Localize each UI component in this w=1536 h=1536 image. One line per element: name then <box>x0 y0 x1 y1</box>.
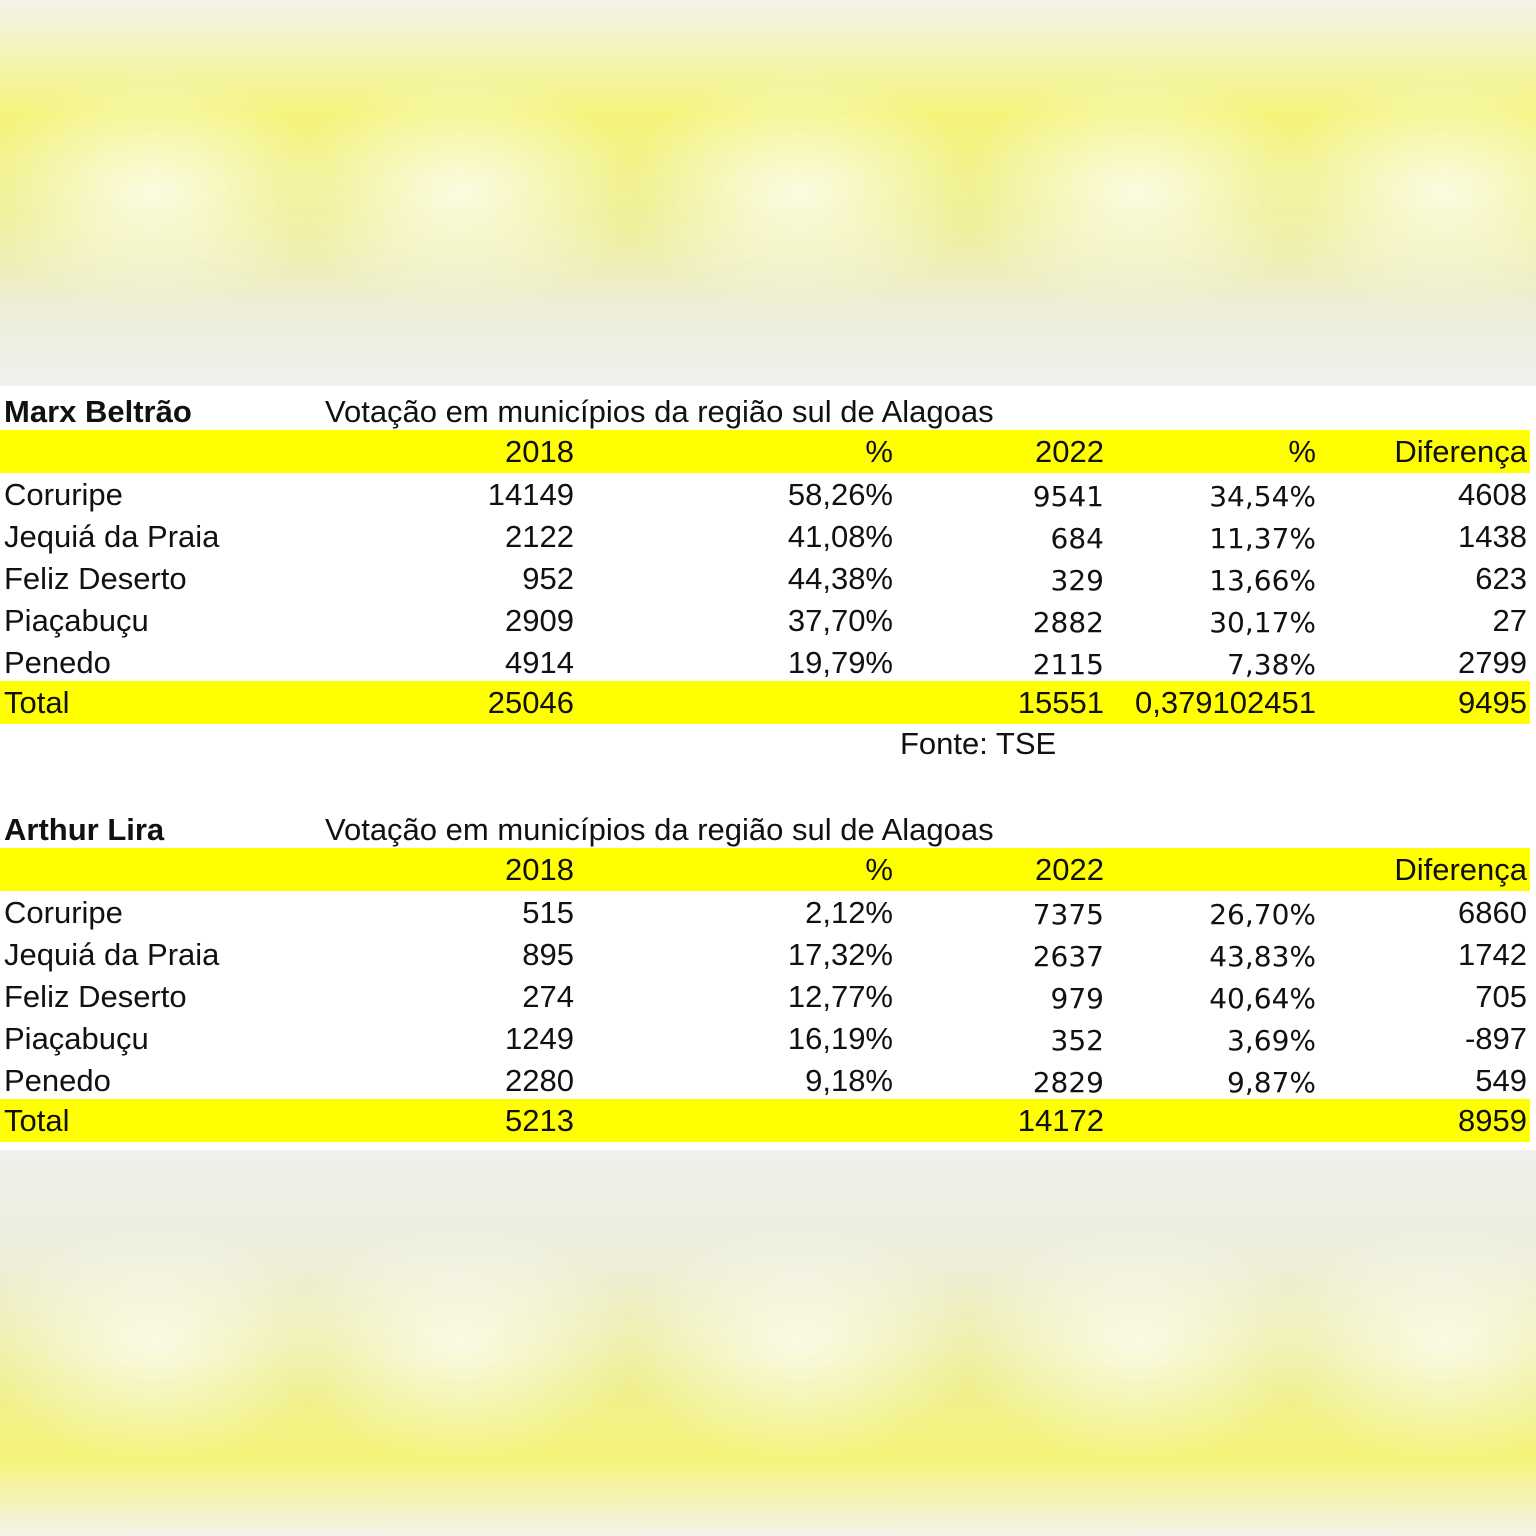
table-row <box>0 473 1530 515</box>
votes-2022: 9541 <box>1032 480 1104 513</box>
difference: 623 <box>1475 561 1527 596</box>
total-row <box>0 1099 1530 1142</box>
pct-2018: 19,79% <box>787 645 893 680</box>
header-difference: Diferença <box>1394 852 1527 887</box>
votes-2018: 515 <box>522 895 574 930</box>
votes-2022: 2882 <box>1032 606 1104 639</box>
votes-2018: 2122 <box>505 519 574 554</box>
blurred-background-bottom <box>0 1150 1536 1536</box>
municipality: Piaçabuçu <box>4 1021 149 1056</box>
header-2018: 2018 <box>505 434 574 469</box>
votes-2022: 7375 <box>1032 898 1104 931</box>
difference: 4608 <box>1458 477 1527 512</box>
header-2022: 2022 <box>1035 434 1104 469</box>
votes-2022: 329 <box>1050 564 1104 597</box>
municipality: Feliz Deserto <box>4 979 187 1014</box>
table-subtitle: Votação em municípios da região sul de Alagoas <box>325 812 994 847</box>
table-row <box>0 1059 1530 1101</box>
difference: 6860 <box>1458 895 1527 930</box>
pct-2022: 3,69% <box>1227 1024 1316 1057</box>
municipality: Feliz Deserto <box>4 561 187 596</box>
table-row <box>0 557 1530 599</box>
table-row <box>0 975 1530 1017</box>
source-note: Fonte: TSE <box>900 726 1057 761</box>
candidate-name: Arthur Lira <box>4 812 165 847</box>
pct-2018: 16,19% <box>787 1021 893 1056</box>
difference: 27 <box>1492 603 1527 638</box>
votes-2022: 2829 <box>1032 1066 1104 1099</box>
difference: 1742 <box>1458 937 1527 972</box>
votes-2018: 274 <box>522 979 574 1014</box>
pct-2018: 2,12% <box>805 895 893 930</box>
municipality: Coruripe <box>4 477 123 512</box>
total-2022: 14172 <box>1017 1103 1104 1138</box>
municipality: Penedo <box>4 645 111 680</box>
total-2018: 25046 <box>487 685 574 720</box>
pct-2022: 43,83% <box>1209 940 1316 973</box>
total-label: Total <box>4 685 70 720</box>
table-title-row <box>0 808 1530 850</box>
difference: 549 <box>1475 1063 1527 1098</box>
votes-2022: 352 <box>1050 1024 1104 1057</box>
pct-2018: 44,38% <box>787 561 893 596</box>
table-row <box>0 641 1530 683</box>
header-pct-2022: % <box>1288 434 1316 469</box>
total-difference: 8959 <box>1458 1103 1527 1138</box>
pct-2022: 11,37% <box>1209 522 1316 555</box>
votes-2018: 14149 <box>487 477 574 512</box>
table-row <box>0 599 1530 641</box>
municipality: Piaçabuçu <box>4 603 149 638</box>
municipality: Jequiá da Praia <box>4 937 220 972</box>
total-2022: 15551 <box>1017 685 1104 720</box>
pct-2022: 13,66% <box>1209 564 1316 597</box>
header-row <box>0 848 1530 891</box>
difference: -897 <box>1464 1021 1527 1056</box>
total-pct-2022: 0,379102451 <box>1134 685 1316 720</box>
table-row <box>0 515 1530 557</box>
table-row <box>0 1017 1530 1059</box>
municipality: Jequiá da Praia <box>4 519 220 554</box>
pct-2018: 58,26% <box>787 477 893 512</box>
pct-2022: 34,54% <box>1209 480 1316 513</box>
votes-2022: 684 <box>1050 522 1104 555</box>
total-label: Total <box>4 1103 70 1138</box>
votes-2022: 979 <box>1050 982 1104 1015</box>
header-pct-2018: % <box>865 852 893 887</box>
pct-2022: 30,17% <box>1209 606 1316 639</box>
municipality: Coruripe <box>4 895 123 930</box>
pct-2018: 17,32% <box>787 937 893 972</box>
total-2018: 5213 <box>505 1103 574 1138</box>
pct-2022: 40,64% <box>1209 982 1316 1015</box>
pct-2022: 7,38% <box>1227 648 1316 681</box>
spreadsheet <box>0 386 1536 1150</box>
table-row <box>0 933 1530 975</box>
header-2022: 2022 <box>1035 852 1104 887</box>
votes-2018: 895 <box>522 937 574 972</box>
pct-2022: 26,70% <box>1209 898 1316 931</box>
pct-2022: 9,87% <box>1227 1066 1316 1099</box>
blurred-background-top <box>0 0 1536 386</box>
table-subtitle: Votação em municípios da região sul de Alagoas <box>325 394 994 429</box>
difference: 2799 <box>1458 645 1527 680</box>
votes-2018: 2280 <box>505 1063 574 1098</box>
votes-2022: 2637 <box>1032 940 1104 973</box>
total-difference: 9495 <box>1458 685 1527 720</box>
table-row <box>0 891 1530 933</box>
difference: 705 <box>1475 979 1527 1014</box>
header-difference: Diferença <box>1394 434 1527 469</box>
votes-2018: 952 <box>522 561 574 596</box>
votes-2018: 2909 <box>505 603 574 638</box>
table-title-row <box>0 390 1530 432</box>
pct-2018: 9,18% <box>805 1063 893 1098</box>
header-pct-2018: % <box>865 434 893 469</box>
votes-2018: 1249 <box>505 1021 574 1056</box>
pct-2018: 12,77% <box>787 979 893 1014</box>
header-row <box>0 430 1530 473</box>
difference: 1438 <box>1458 519 1527 554</box>
votes-2018: 4914 <box>505 645 574 680</box>
candidate-name: Marx Beltrão <box>4 394 192 429</box>
pct-2018: 37,70% <box>787 603 893 638</box>
header-2018: 2018 <box>505 852 574 887</box>
votes-2022: 2115 <box>1032 648 1104 681</box>
pct-2018: 41,08% <box>787 519 893 554</box>
municipality: Penedo <box>4 1063 111 1098</box>
total-row <box>0 681 1530 724</box>
